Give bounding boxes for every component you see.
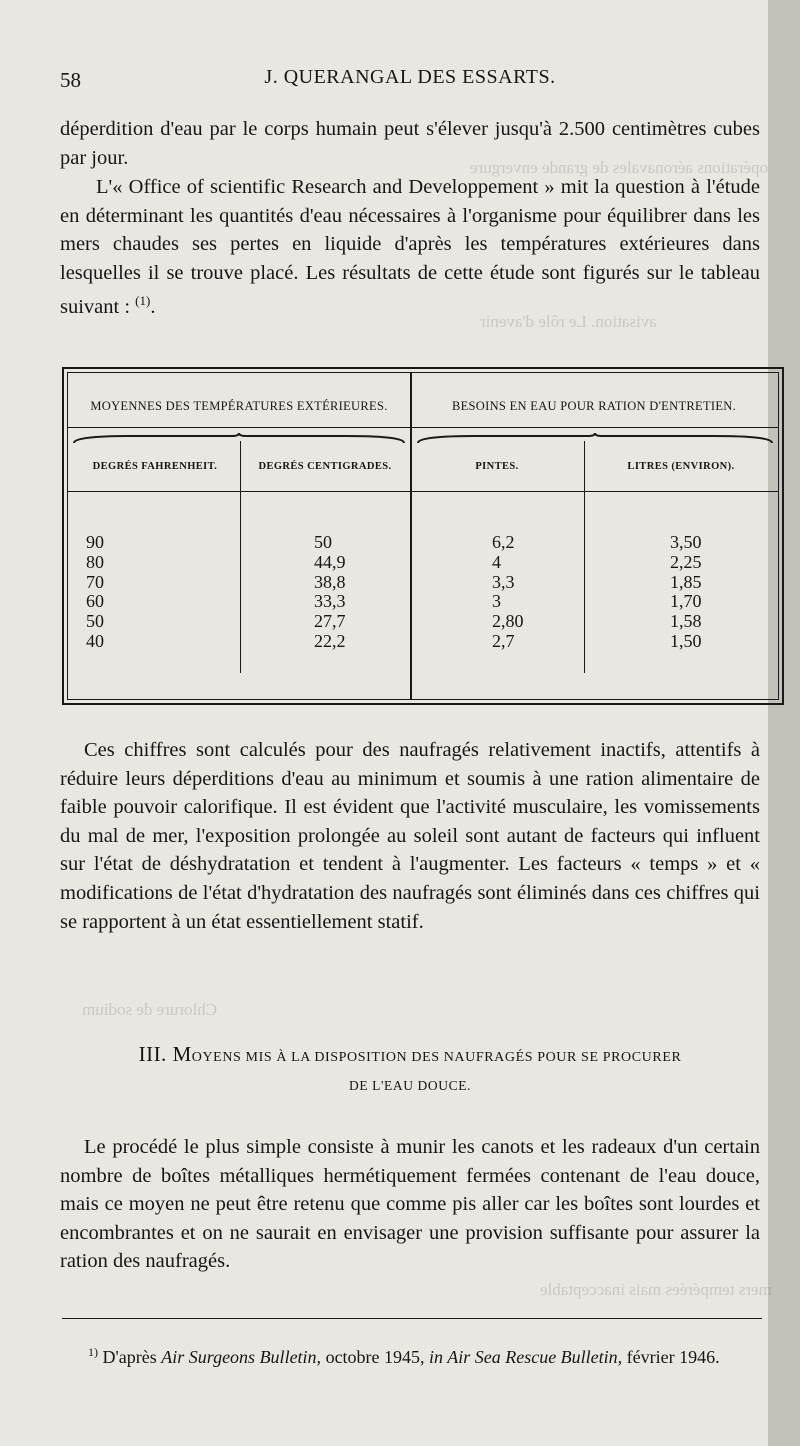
group-header-temperatures: MOYENNES DES TEMPÉRATURES EXTÉRIEURES. — [90, 399, 388, 413]
table-cell: 44,9 — [314, 551, 346, 572]
brace-right — [416, 433, 774, 445]
table-cell: 90 — [86, 532, 104, 552]
footnote-text: février 1946. — [622, 1347, 720, 1367]
table-cell: 1,58 — [670, 611, 702, 632]
column-header-pintes: PINTES. — [475, 461, 519, 472]
bleed-through: Chlorure de sodium — [82, 1000, 218, 1019]
running-title: J. QUERANGAL DES ESSARTS. — [264, 66, 556, 88]
table-cell: 38,8 — [314, 571, 346, 592]
table-cell: 3,50 — [670, 532, 702, 552]
table-divider — [410, 373, 412, 699]
section-title: OYENS MIS À LA DISPOSITION DES NAUFRAGÉS POUR SE PROCURER — [191, 1050, 682, 1065]
table-cell: 3 — [492, 591, 501, 612]
running-header — [60, 62, 760, 92]
table-cell: 70 — [86, 571, 104, 592]
column-centigrades — [314, 533, 346, 652]
table-cell: 2,7 — [492, 630, 515, 651]
brace-left — [72, 433, 406, 445]
paragraph: déperdition d'eau par le corps humain peut s'élever jusqu'à 2.500 centimètres cubes par jour. — [60, 118, 760, 169]
column-header-litres: LITRES (ENVIRON). — [627, 461, 735, 472]
paragraph — [60, 173, 760, 322]
footnote-text: D'après — [98, 1347, 162, 1367]
footnote — [62, 1338, 762, 1371]
table-cell: 2,80 — [492, 611, 524, 632]
table-cell: 2,25 — [670, 551, 702, 572]
table-cell: 60 — [86, 591, 104, 612]
table-divider — [240, 441, 241, 673]
table-cell: 40 — [86, 630, 104, 651]
footnote-source: in Air Sea Rescue Bulletin, — [429, 1347, 623, 1367]
table-cell: 22,2 — [314, 630, 346, 651]
section-title-initial: M — [172, 1042, 192, 1066]
group-header-water-needs: BESOINS EN EAU POUR RATION D'ENTRETIEN. — [451, 399, 737, 413]
section-heading — [60, 1042, 760, 1067]
footnote-mark: 1) — [88, 1345, 98, 1359]
page-number: 58 — [60, 68, 81, 92]
section-number: III. — [138, 1042, 167, 1066]
page-edge — [768, 0, 800, 1446]
column-litres — [670, 533, 702, 652]
column-fahrenheit — [86, 533, 104, 652]
column-pintes — [492, 533, 524, 652]
paragraph: Ces chiffres sont calculés pour des naufragés relativement inactifs, attentifs à réduire leurs déperditions d'eau au minimum et soumis à une ration alimentaire de faible pouvoir calorifique. Il est évident que l'activité musculaire, les vomissements du mal de mer, l'exposition prolongée au soleil sont autant de facteurs qui influent sur l'état de déshydratation et tendent à l'augmenter. Les facteurs « temps » et « modifications de l'état d'hydratation des naufragés sont éliminés dans ces chiffres qui se rapportent à un état essentiellement statif. — [60, 739, 760, 933]
table-rule — [68, 427, 778, 428]
paragraph: Le procédé le plus simple consiste à munir les canots et les radeaux d'un certain nombre de boîtes métalliques hermétiquement fermées contenant de l'eau douce, mais ce moyen ne peut être retenu que comme pis aller car les boîtes sont lourdes et encombrantes et on ne saurait en envisager une provision suffisante pour assurer la ration des naufragés. — [60, 1136, 760, 1273]
table-cell: 80 — [86, 551, 104, 572]
table-cell: 1,85 — [670, 571, 702, 592]
table-cell: 50 — [314, 532, 332, 552]
paragraph-text: L'« Office of scientific Research and Developpement » mit la question à l'étude en déterminant les quantités d'eau nécessaires à l'organisme pour équilibrer dans les mers chaudes ses pertes en liquide d'après les températures extérieures dans lesquelles il se trouve placé. Les résultats de cette étude sont figurés sur le tableau suivant : — [60, 176, 760, 319]
section-title-line2: DE L'EAU DOUCE. — [348, 1078, 472, 1093]
column-header-centigrades: DEGRÉS CENTIGRADES. — [258, 461, 392, 472]
table-divider — [584, 441, 585, 673]
footnote-reference[interactable]: (1) — [135, 293, 151, 309]
footnote-text: octobre 1945, — [321, 1347, 430, 1367]
table-cell: 3,3 — [492, 571, 515, 592]
table-cell: 50 — [86, 611, 104, 632]
bleed-through: mers tempérées mais inacceptable — [540, 1280, 772, 1299]
table-cell: 6,2 — [492, 532, 515, 552]
water-needs-table — [62, 367, 784, 705]
bleed-through: avisation. Le rôle d'avenir — [480, 312, 657, 331]
table-cell: 4 — [492, 551, 501, 572]
footnote-rule — [62, 1318, 762, 1319]
footnote-source: Air Surgeons Bulletin, — [161, 1347, 322, 1367]
paragraph-end: . — [150, 296, 156, 319]
column-header-fahrenheit: DEGRÉS FAHRENHEIT. — [92, 461, 218, 472]
table-cell: 1,50 — [670, 630, 702, 651]
table-cell: 27,7 — [314, 611, 346, 632]
table-rule — [68, 491, 778, 492]
bleed-through: opérations aéronavales de grande envergure — [470, 158, 768, 177]
table-cell: 33,3 — [314, 591, 346, 612]
table-cell: 1,70 — [670, 591, 702, 612]
